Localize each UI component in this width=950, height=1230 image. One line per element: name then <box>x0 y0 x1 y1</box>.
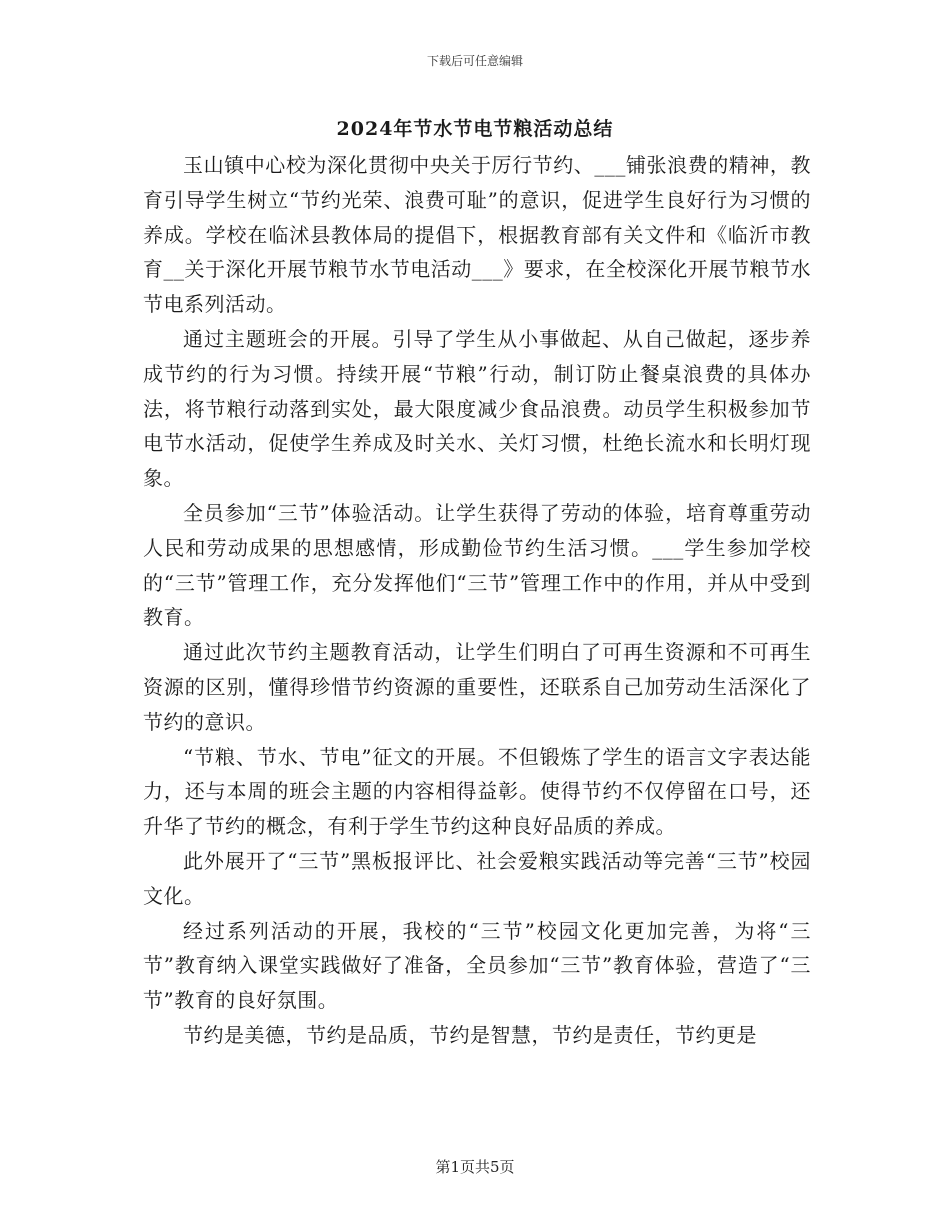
document-title: 2024年节水节电节粮活动总结 <box>336 118 614 140</box>
paragraph: 通过此次节约主题教育活动，让学生们明白了可再生资源和不可再生资源的区别，懂得珍惜节约资源的重要性，还联系自己加劳动生活深化了节约的意识。 <box>143 640 811 734</box>
page-number: 第1页共5页 <box>435 1158 515 1176</box>
document-body <box>143 148 811 1053</box>
paragraph: 节约是美德，节约是品质，节约是智慧，节约是责任，节约更是 <box>183 1022 757 1047</box>
paragraph: 通过主题班会的开展。引导了学生从小事做起、从自己做起，逐步养成节约的行为习惯。持续开展“节粮”行动，制订防止餐桌浪费的具体办法，将节粮行动落到实处，最大限度减少食品浪费。动员学生积极参加节电节水活动，促使学生养成及时关水、关灯习惯，杜绝长流水和长明灯现象。 <box>143 326 811 491</box>
paragraph: 此外展开了“三节”黑板报评比、社会爱粮实践活动等完善“三节”校园文化。 <box>143 848 811 908</box>
header-note: 下载后可任意编辑 <box>426 54 523 68</box>
paragraph: 全员参加“三节”体验活动。让学生获得了劳动的体验，培育尊重劳动人民和劳动成果的思想感情，形成勤俭节约生活习惯。___学生参加学校的“三节”管理工作，充分发挥他们“三节”管理工作中的作用，并从中受到教育。 <box>143 500 811 630</box>
paragraph: 玉山镇中心校为深化贯彻中央关于厉行节约、___铺张浪费的精神，教育引导学生树立“节约光荣、浪费可耻”的意识，促进学生良好行为习惯的养成。学校在临沭县教体局的提倡下，根据教育部有关文件和《临沂市教育__关于深化开展节粮节水节电活动___》要求，在全校深化开展节粮节水节电系列活动。 <box>143 153 811 317</box>
paragraph: 经过系列活动的开展，我校的“三节”校园文化更加完善，为将“三节”教育纳入课堂实践做好了准备，全员参加“三节”教育体验，营造了“三节”教育的良好氛围。 <box>143 918 811 1013</box>
paragraph: “节粮、节水、节电”征文的开展。不但锻炼了学生的语言文字表达能力，还与本周的班会主题的内容相得益彰。使得节约不仅停留在口号，还升华了节约的概念，有利于学生节约这种良好品质的养成。 <box>143 744 811 839</box>
